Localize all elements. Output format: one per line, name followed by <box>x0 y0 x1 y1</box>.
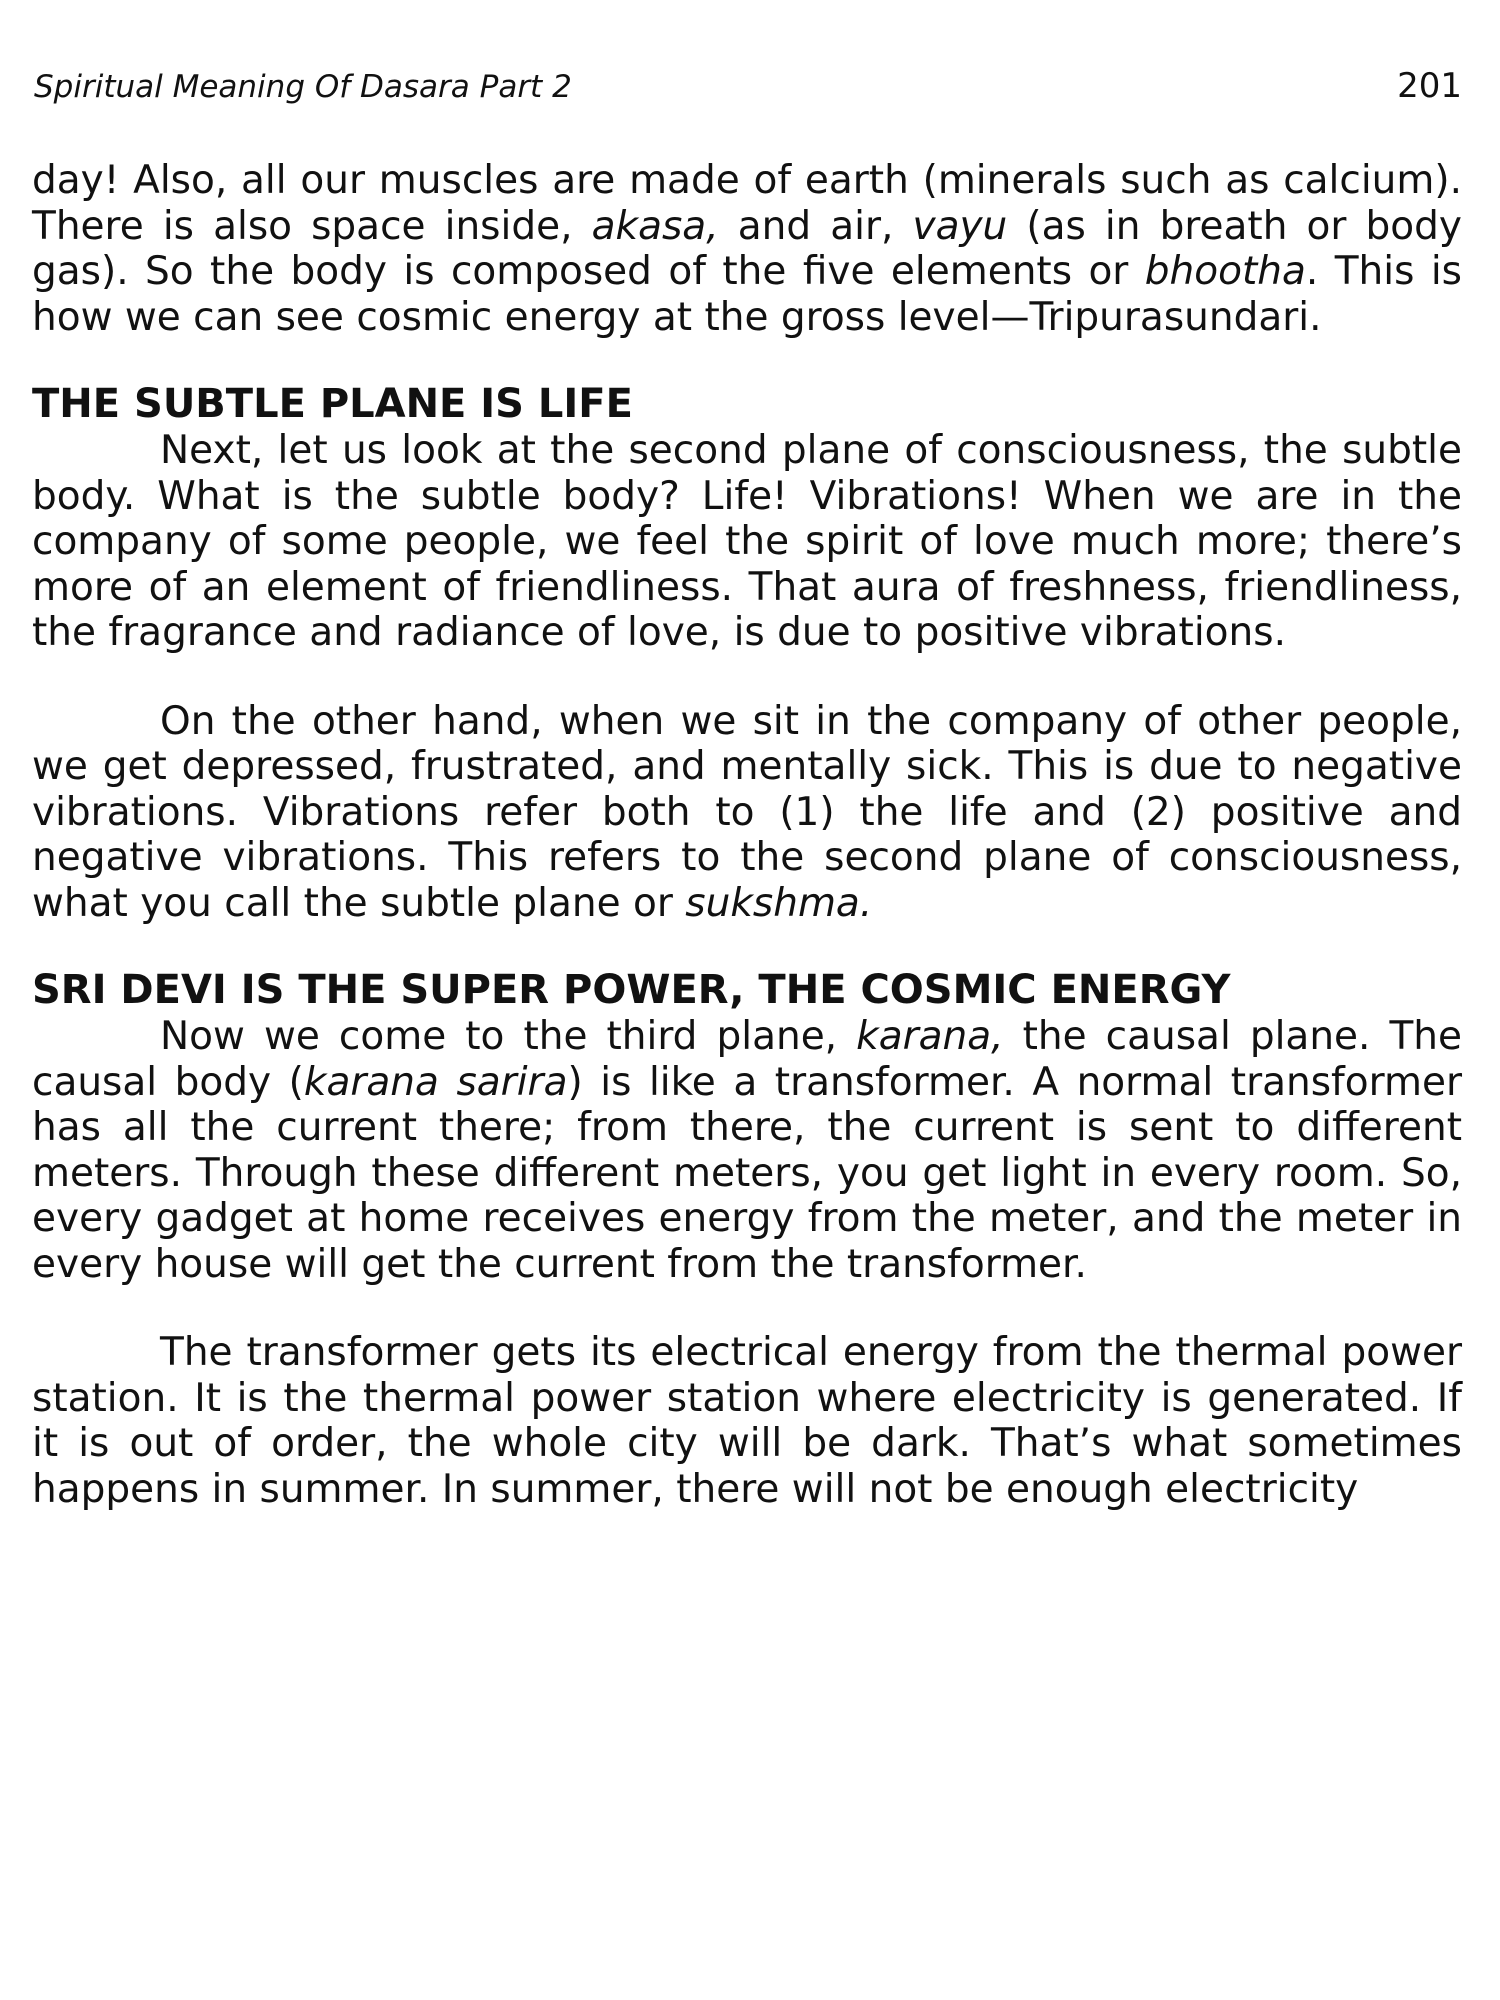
text-run: and air, <box>718 203 913 249</box>
page-number: 201 <box>1397 66 1462 106</box>
text-run: Now we come to the third plane, <box>160 1014 857 1059</box>
term-bhootha: bhootha <box>1144 249 1306 294</box>
running-title: Spiritual Meaning Of Dasara Part 2 <box>34 69 572 105</box>
text-run: day! Also, all our muscles are made of earth (minerals such as calcium). There is also space inside, <box>32 158 1462 249</box>
text-run: ) is like a transformer. A normal transformer has all the current there; from there, the current is sent to different meters. Through these different meters, you get light in every room. So, every gadget at home receives energy from the meter, and the meter in every house will get the current from the transformer. <box>32 1059 1463 1287</box>
page-body <box>32 158 1462 1512</box>
paragraph-negative-vibrations <box>32 699 1462 927</box>
paragraph-gross-level <box>32 158 1462 340</box>
paragraph-power-station <box>32 1330 1462 1512</box>
section-heading-sri-devi: SRI DEVI IS THE SUPER POWER, THE COSMIC ENERGY <box>32 967 1231 1013</box>
text-run: Next, let us look at the second plane of consciousness, the subtle body. What is the subtle body? Life! Vibrations! When we are in the company of some people, we feel the spirit of love much more; there’s more of an element of friendliness. That aura of freshness, friendliness, the fragrance and radiance of love, is due to positive vibrations. <box>32 428 1462 655</box>
text-run: (as in breath or body gas). So the body is composed of the five elements or <box>32 203 1462 294</box>
text-run: On the other hand, when we sit in the company of other people, we get depressed, frustrated, and mentally sick. This is due to negative vibrations. Vibrations refer both to (1) the life and (2) positive and negative vibrations. This refers to the second plane of consciousness, what you call the subtle plane or <box>32 698 1462 926</box>
term-vayu: vayu <box>912 203 1008 249</box>
section-heading-subtle-plane: THE SUBTLE PLANE IS LIFE <box>32 381 633 427</box>
term-karana: karana, <box>856 1014 1004 1059</box>
term-karana-sarira: karana sarira <box>303 1059 568 1105</box>
term-akasa: akasa, <box>591 203 719 249</box>
term-sukshma: sukshma. <box>685 880 873 926</box>
running-header <box>34 66 1462 106</box>
text-run: The transformer gets its electrical energy from the thermal power station. It is the thermal power station where electricity is generated. If it is out of order, the whole city will be dark. That’s what sometimes happens in summer. In summer, there will not be enough electricity <box>32 1330 1462 1512</box>
text-run: the causal plane. The causal body ( <box>32 1014 1463 1105</box>
paragraph-causal-plane <box>32 1014 1462 1287</box>
paragraph-subtle-body <box>32 428 1462 656</box>
text-run: . This is how we can see cosmic energy at the gross level—Tripurasundari. <box>32 249 1462 340</box>
